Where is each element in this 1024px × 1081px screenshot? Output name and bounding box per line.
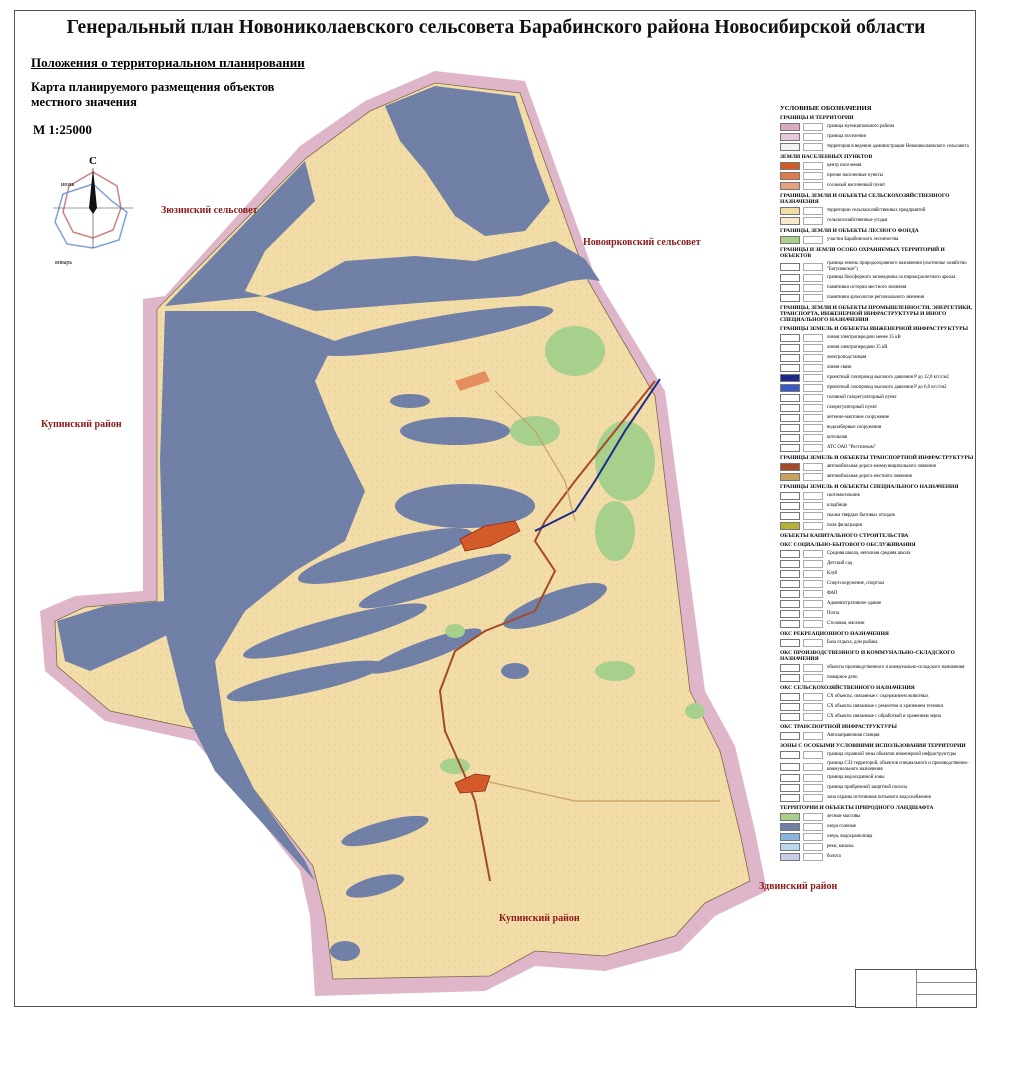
legend-swatch xyxy=(780,162,800,170)
legend-swatch-proposed xyxy=(803,207,823,215)
legend-swatch xyxy=(780,751,800,759)
legend-swatch xyxy=(780,404,800,412)
legend-swatch xyxy=(780,444,800,452)
legend-item xyxy=(780,384,975,392)
legend-item xyxy=(780,580,975,588)
legend-swatch-proposed xyxy=(803,620,823,628)
legend-swatch xyxy=(780,823,800,831)
legend-item-label: реки, каналы xyxy=(827,844,854,850)
legend-item-label: объекты производственного и коммунально-складского назначения xyxy=(827,665,965,671)
legend-swatch xyxy=(780,560,800,568)
legend-item xyxy=(780,414,975,422)
legend-item-label: озера, водохранилища xyxy=(827,834,873,840)
legend-swatch xyxy=(780,512,800,520)
legend-item xyxy=(780,570,975,578)
legend-swatch xyxy=(780,522,800,530)
legend-swatch xyxy=(780,703,800,711)
legend-body xyxy=(780,115,975,861)
legend-item-label: Средняя школа, неполная средняя школа xyxy=(827,551,911,557)
legend-swatch xyxy=(780,414,800,422)
legend-swatch xyxy=(780,853,800,861)
legend-item-label: головной газорегуляторный пункт xyxy=(827,395,897,401)
legend-item-label: памятники истории местного значения xyxy=(827,285,907,291)
legend-swatch-proposed xyxy=(803,763,823,771)
legend-section-title: ГРАНИЦЫ, ЗЕМЛИ И ОБЪЕКТЫ СЕЛЬСКОХОЗЯЙСТВЕННОГО НАЗНАЧЕНИЯ xyxy=(780,193,950,205)
legend-item-label: Административное здание xyxy=(827,601,882,607)
legend-item xyxy=(780,590,975,598)
legend-swatch-proposed xyxy=(803,182,823,190)
legend-item xyxy=(780,143,975,151)
legend-section-title: ГРАНИЦЫ, ЗЕМЛИ И ОБЪЕКТЫ ПРОМЫШЛЕННОСТИ, ЭНЕРГЕТИКИ, ТРАНСПОРТА, ИНЖЕНЕРНОЙ ИНФРАСТРУКТУРЫ И ИНОГО СПЕЦИАЛЬНОГО НАЗНАЧЕНИЯ xyxy=(780,305,972,323)
legend-item xyxy=(780,123,975,131)
legend-item-label: сельскохозяйственные угодья xyxy=(827,218,888,224)
legend-swatch-proposed xyxy=(803,444,823,452)
legend-swatch-proposed xyxy=(803,833,823,841)
legend-item xyxy=(780,550,975,558)
legend-item xyxy=(780,284,975,292)
legend-item xyxy=(780,344,975,352)
legend-item xyxy=(780,522,975,530)
legend-item-label: автомобильная дорога местного значения xyxy=(827,474,912,480)
legend-item xyxy=(780,784,975,792)
legend-swatch xyxy=(780,294,800,302)
legend-item xyxy=(780,664,975,672)
wind-rose-january: январь xyxy=(55,260,73,266)
legend-swatch-proposed xyxy=(803,492,823,500)
neighbor-label-novoyarkovsky: Новоярковский сельсовет xyxy=(583,237,701,248)
legend-swatch xyxy=(780,763,800,771)
legend-swatch-proposed xyxy=(803,590,823,598)
legend-swatch-proposed xyxy=(803,570,823,578)
legend-swatch xyxy=(780,502,800,510)
legend-item xyxy=(780,713,975,721)
legend-item xyxy=(780,217,975,225)
legend-swatch xyxy=(780,674,800,682)
neighbor-label-kupinsky-south: Купинский район xyxy=(499,913,580,924)
legend-swatch xyxy=(780,172,800,180)
legend-item-label: автомобильная дорога межмуниципального значения xyxy=(827,464,936,470)
legend-item-label: Столовая, магазин xyxy=(827,621,865,627)
legend-item xyxy=(780,172,975,180)
title-block-stamp xyxy=(855,969,977,1008)
legend-section-title: ОКС РЕКРЕАЦИОННОГО НАЗНАЧЕНИЯ xyxy=(780,631,889,637)
legend-swatch xyxy=(780,394,800,402)
legend-swatch xyxy=(780,143,800,151)
legend-item xyxy=(780,751,975,759)
legend-swatch-proposed xyxy=(803,473,823,481)
legend-section-title: ГРАНИЦЫ, ЗЕМЛИ И ОБЪЕКТЫ ЛЕСНОГО ФОНДА xyxy=(780,228,919,234)
legend-swatch xyxy=(780,384,800,392)
legend-item-label: проектный газопровод высокого давления Р до 6,0 кгс/см2 xyxy=(827,385,947,391)
legend-item xyxy=(780,434,975,442)
legend-swatch-proposed xyxy=(803,600,823,608)
legend-swatch-proposed xyxy=(803,434,823,442)
legend-item xyxy=(780,639,975,647)
legend-section-title: ЗЕМЛИ НАСЕЛЕННЫХ ПУНКТОВ xyxy=(780,154,873,160)
legend-item-label: Детский сад xyxy=(827,561,853,567)
legend-swatch-proposed xyxy=(803,274,823,282)
legend-item xyxy=(780,610,975,618)
legend-swatch-proposed xyxy=(803,284,823,292)
legend-item xyxy=(780,833,975,841)
legend-item xyxy=(780,732,975,740)
legend-swatch xyxy=(780,833,800,841)
legend-swatch-proposed xyxy=(803,463,823,471)
legend-item-label: Клуб xyxy=(827,571,838,577)
legend-swatch-proposed xyxy=(803,853,823,861)
legend-item xyxy=(780,794,975,802)
legend-item-label: озера соленые xyxy=(827,824,857,830)
legend-swatch-proposed xyxy=(803,424,823,432)
legend-item-label: котельная xyxy=(827,435,848,441)
legend-swatch-proposed xyxy=(803,794,823,802)
wind-rose-july: июль xyxy=(61,182,75,188)
legend-item-label: памятники археологии регионального значения xyxy=(827,295,925,301)
legend-swatch xyxy=(780,620,800,628)
legend-section-title: ОКС ПРОИЗВОДСТВЕННОГО И КОММУНАЛЬНО-СКЛАДСКОГО НАЗНАЧЕНИЯ xyxy=(780,650,955,662)
legend-swatch xyxy=(780,364,800,372)
legend-section-title: ГРАНИЦЫ ЗЕМЕЛЬ И ОБЪЕКТЫ ИНЖЕНЕРНОЙ ИНФРАСТРУКТУРЫ xyxy=(780,326,969,332)
legend-item-label: водозаборные сооружения xyxy=(827,425,882,431)
legend-swatch-proposed xyxy=(803,394,823,402)
legend-swatch xyxy=(780,774,800,782)
legend-swatch xyxy=(780,580,800,588)
legend-swatch-proposed xyxy=(803,162,823,170)
legend-swatch-proposed xyxy=(803,344,823,352)
legend-swatch-proposed xyxy=(803,294,823,302)
neighbor-label-zdvinsky: Здвинский район xyxy=(759,881,838,892)
legend-title: УСЛОВНЫЕ ОБОЗНАЧЕНИЯ xyxy=(780,105,872,112)
legend-item-label: линия электропередачи менее 35 кВ xyxy=(827,335,901,341)
legend-swatch-proposed xyxy=(803,143,823,151)
legend-item xyxy=(780,424,975,432)
legend-swatch xyxy=(780,492,800,500)
wind-rose-north: С xyxy=(89,155,97,167)
legend-item xyxy=(780,761,975,772)
legend-swatch-proposed xyxy=(803,713,823,721)
legend-swatch xyxy=(780,263,800,271)
legend-section-title: ГРАНИЦЫ ЗЕМЕЛЬ И ОБЪЕКТЫ ТРАНСПОРТНОЙ ИНФРАСТРУКТУРЫ xyxy=(780,455,974,461)
legend-swatch xyxy=(780,794,800,802)
settlement-territory xyxy=(55,83,750,979)
legend-item xyxy=(780,600,975,608)
map-scale: М 1:25000 xyxy=(33,122,92,137)
legend-swatch xyxy=(780,590,800,598)
legend-swatch-proposed xyxy=(803,263,823,271)
legend-swatch xyxy=(780,217,800,225)
legend-swatch xyxy=(780,207,800,215)
legend-item-label: Почта xyxy=(827,611,840,617)
legend-swatch xyxy=(780,610,800,618)
legend-item-label: СХ объекты связанные с ремонтом и хранением техники xyxy=(827,704,944,710)
legend-swatch-proposed xyxy=(803,560,823,568)
legend-item-label: СХ объекты, связанные с содержанием животных xyxy=(827,694,929,700)
legend-swatch-proposed xyxy=(803,813,823,821)
legend-item xyxy=(780,823,975,831)
legend-swatch xyxy=(780,600,800,608)
legend-swatch xyxy=(780,424,800,432)
legend-item-label: База отдыха, дом рыбака xyxy=(827,640,878,646)
legend-item-label: граница СЗЗ территорий, объектов специального и производственно-коммунального назначения xyxy=(827,761,969,772)
neighbor-label-kupinsky-west: Купинский район xyxy=(41,419,122,430)
legend-item xyxy=(780,133,975,141)
legend-swatch-proposed xyxy=(803,610,823,618)
legend-swatch-proposed xyxy=(803,774,823,782)
legend-item xyxy=(780,294,975,302)
legend-item xyxy=(780,620,975,628)
legend-item-label: ФАП xyxy=(827,591,838,597)
legend-item-label: граница биосферного заповедника за пирнасрасчетного ареала xyxy=(827,275,956,281)
legend-item-label: граница прибрежной защитной полосы xyxy=(827,785,908,791)
legend-item xyxy=(780,774,975,782)
map-sheet xyxy=(14,10,976,1007)
legend-swatch-proposed xyxy=(803,502,823,510)
legend-swatch-proposed xyxy=(803,843,823,851)
legend-swatch-proposed xyxy=(803,751,823,759)
legend-item-label: АТС ОАО "Ростелеком" xyxy=(827,445,876,451)
map-title: Генеральный план Новониколаевского сельсовета Барабинского района Новосибирской области xyxy=(66,17,926,38)
legend-item xyxy=(780,813,975,821)
legend-item-label: антенно-мачтовое сооружение xyxy=(827,415,890,421)
legend-item-label: болота xyxy=(827,854,841,860)
legend-item-label: скотомогильник xyxy=(827,493,860,499)
legend-item-label: проектный газопровод высокого давления Р до 12,0 кгс/см2 xyxy=(827,375,949,381)
legend-item xyxy=(780,674,975,682)
map-subtitle: Положения о территориальном планировании xyxy=(31,55,305,70)
legend-swatch-proposed xyxy=(803,512,823,520)
legend-swatch-proposed xyxy=(803,364,823,372)
legend-item-label: центр поселения xyxy=(827,163,862,169)
legend-item xyxy=(780,463,975,471)
legend-swatch xyxy=(780,473,800,481)
legend-swatch xyxy=(780,463,800,471)
map-section-title: Карта планируемого размещения объектов местного значения xyxy=(31,80,275,109)
legend-item xyxy=(780,354,975,362)
legend-item xyxy=(780,502,975,510)
legend-item xyxy=(780,207,975,215)
legend-section-title: ГРАНИЦЫ ЗЕМЕЛЬ И ОБЪЕКТЫ СПЕЦИАЛЬНОГО НАЗНАЧЕНИЯ xyxy=(780,484,959,490)
legend-section-title: ГРАНИЦЫ И ТЕРРИТОРИИ xyxy=(780,115,854,121)
legend-swatch xyxy=(780,784,800,792)
legend-swatch xyxy=(780,344,800,352)
legend-item-label: прочие населенные пункты xyxy=(827,173,883,179)
legend-item xyxy=(780,182,975,190)
legend-swatch-proposed xyxy=(803,133,823,141)
legend-item-label: газорегуляторный пункт xyxy=(827,405,877,411)
legend-item xyxy=(780,236,975,244)
legend-item xyxy=(780,404,975,412)
legend-swatch-proposed xyxy=(803,664,823,672)
legend-item-label: граница муниципального района xyxy=(827,124,895,130)
legend-swatch xyxy=(780,274,800,282)
legend-item xyxy=(780,334,975,342)
neighbor-label-zyuzinsky: Зюзинский сельсовет xyxy=(161,205,258,216)
legend-swatch-proposed xyxy=(803,550,823,558)
legend-item xyxy=(780,374,975,382)
legend-section-title: ГРАНИЦЫ И ЗЕМЛИ ОСОБО ОХРАНЯЕМЫХ ТЕРРИТОРИЙ И ОБЪЕКТОВ xyxy=(780,247,945,259)
legend-section-title: ОКС СОЦИАЛЬНО-БЫТОВОГО ОБСЛУЖИВАНИЯ xyxy=(780,542,916,548)
legend-item xyxy=(780,162,975,170)
legend-item-label: Автозаправочная станция xyxy=(827,733,880,739)
legend-item-label: лесные массивы xyxy=(827,814,861,820)
legend-swatch xyxy=(780,713,800,721)
legend-swatch-proposed xyxy=(803,172,823,180)
wind-rose xyxy=(53,155,133,266)
legend-swatch xyxy=(780,813,800,821)
legend-item-label: Спортсооружение, спортзал xyxy=(827,581,885,587)
legend-item xyxy=(780,703,975,711)
legend-item-label: территория в ведении администрации Новониколаевского сельсовета xyxy=(827,144,969,150)
legend-swatch xyxy=(780,123,800,131)
legend-item xyxy=(780,693,975,701)
legend-swatch-proposed xyxy=(803,784,823,792)
legend-item-label: граница земель природоохранного назначения (охотничье хозяйство "Багуновское") xyxy=(827,261,967,272)
legend-swatch-proposed xyxy=(803,732,823,740)
legend-swatch xyxy=(780,133,800,141)
legend-section-title: ОКС ТРАНСПОРТНОЙ ИНФРАСТРУКТУРЫ xyxy=(780,724,897,730)
legend-swatch xyxy=(780,284,800,292)
legend-item-label: граница поселения xyxy=(827,134,866,140)
legend-item-label: электроподстанция xyxy=(827,355,867,361)
legend-item-label: линия связи xyxy=(827,365,852,371)
legend-item xyxy=(780,512,975,520)
legend-item xyxy=(780,853,975,861)
legend-item xyxy=(780,364,975,372)
legend-item xyxy=(780,560,975,568)
legend-swatch-proposed xyxy=(803,404,823,412)
legend-item-label: граница охранной зоны объектов инженерной инфраструктуры xyxy=(827,752,957,758)
legend-item xyxy=(780,261,975,272)
legend-item-label: свалка твердых бытовых отходов xyxy=(827,513,895,519)
legend-item xyxy=(780,492,975,500)
legend-item-label: территории сельскохозяйственных предприятий xyxy=(827,208,926,214)
legend-swatch xyxy=(780,570,800,578)
legend-section-title: ОБЪЕКТЫ КАПИТАЛЬНОГО СТРОИТЕЛЬСТВА xyxy=(780,533,909,539)
legend-swatch xyxy=(780,236,800,244)
legend-item xyxy=(780,473,975,481)
legend-swatch-proposed xyxy=(803,334,823,342)
legend-swatch-proposed xyxy=(803,580,823,588)
legend-item-label: пожарное депо xyxy=(827,675,858,681)
legend-swatch-proposed xyxy=(803,674,823,682)
legend-item-label: ссельный населенный пункт xyxy=(827,183,886,189)
legend-item-label: поля фильтрации xyxy=(827,523,863,529)
legend-swatch-proposed xyxy=(803,703,823,711)
legend-swatch-proposed xyxy=(803,123,823,131)
legend-swatch xyxy=(780,639,800,647)
legend-swatch xyxy=(780,374,800,382)
legend-section-title: ОКС СЕЛЬСКОХОЗЯЙСТВЕННОГО НАЗНАЧЕНИЯ xyxy=(780,685,915,691)
legend-item xyxy=(780,274,975,282)
legend-swatch-proposed xyxy=(803,236,823,244)
legend-swatch-proposed xyxy=(803,693,823,701)
legend-item-label: зона охраны источников питьевого водоснабжения xyxy=(827,795,931,801)
legend-swatch xyxy=(780,732,800,740)
legend-swatch xyxy=(780,182,800,190)
legend-item-label: кладбище xyxy=(827,503,848,509)
legend-swatch xyxy=(780,354,800,362)
legend-swatch-proposed xyxy=(803,374,823,382)
legend-item-label: участки Барабинского лесничества xyxy=(827,237,899,243)
legend-item-label: граница водоохранной зоны xyxy=(827,775,885,781)
legend-swatch-proposed xyxy=(803,414,823,422)
legend-swatch xyxy=(780,843,800,851)
legend-swatch-proposed xyxy=(803,823,823,831)
legend-swatch xyxy=(780,434,800,442)
legend-swatch xyxy=(780,334,800,342)
legend-swatch-proposed xyxy=(803,522,823,530)
legend-swatch-proposed xyxy=(803,639,823,647)
legend-swatch xyxy=(780,664,800,672)
legend-item xyxy=(780,394,975,402)
legend-item xyxy=(780,843,975,851)
legend-item-label: СХ объекты связанные с обработкой и хранением зерна xyxy=(827,714,941,720)
legend-swatch-proposed xyxy=(803,217,823,225)
legend-swatch-proposed xyxy=(803,354,823,362)
legend-item xyxy=(780,444,975,452)
legend-swatch xyxy=(780,550,800,558)
legend-swatch xyxy=(780,693,800,701)
map-legend xyxy=(780,103,975,861)
legend-item-label: линия электропередачи 35 кВ xyxy=(827,345,888,351)
legend-section-title: ЗОНЫ С ОСОБЫМИ УСЛОВИЯМИ ИСПОЛЬЗОВАНИЯ ТЕРРИТОРИИ xyxy=(780,743,966,749)
legend-swatch-proposed xyxy=(803,384,823,392)
legend-section-title: ТЕРРИТОРИИ И ОБЪЕКТЫ ПРИРОДНОГО ЛАНДШАФТА xyxy=(780,805,934,811)
